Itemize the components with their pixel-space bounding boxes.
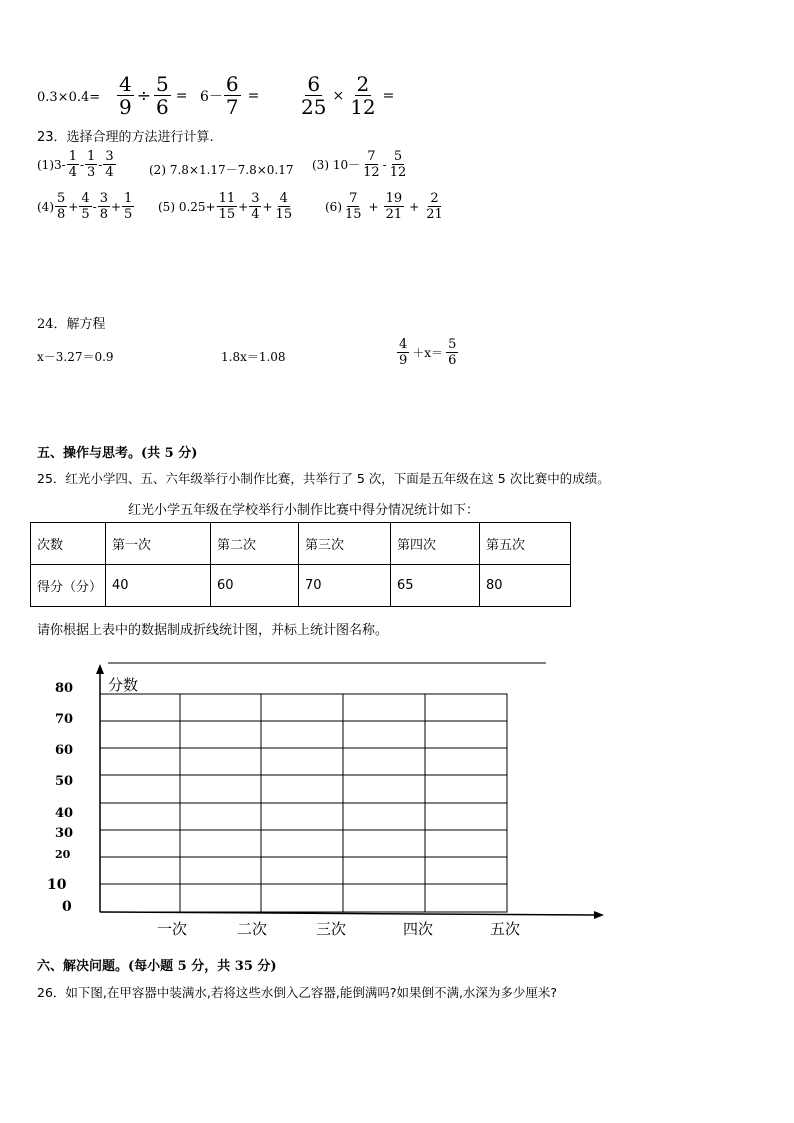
x-tick-label: 五次	[490, 920, 521, 938]
line-chart-grid	[0, 650, 620, 930]
q24-eq-1: x－3.27＝0.9	[37, 350, 114, 364]
fraction: $\frac{2}{12}$	[350, 72, 376, 119]
y-tick-label: 40	[55, 806, 74, 821]
calc-row-1	[37, 80, 100, 114]
y-tick-label: 20	[55, 848, 71, 861]
q24-title: 24．解方程	[37, 317, 106, 332]
q23-expr-2: (2) 7.8×1.17－7.8×0.17	[149, 163, 294, 177]
table-title: 红光小学五年级在学校举行小制作比赛中得分情况统计如下：	[128, 503, 480, 518]
y-tick-label: 30	[55, 826, 74, 841]
q26-text: 26．如下图,在甲容器中装满水,若将这些水倒入乙容器,能倒满吗?如果倒不满,水深为多少厘米?	[37, 985, 558, 1000]
q24-eq-3: $\frac{4}{9}$ ＋x＝ $\frac{5}{6}$	[399, 337, 457, 368]
y-tick-label: 80	[55, 681, 74, 696]
section-6-heading: 六、解决问题。(每小题 5 分，共 35 分)	[37, 959, 277, 974]
y-tick-label: 10	[47, 877, 67, 893]
y-tick-label: 60	[55, 743, 74, 758]
y-axis-title: 分数	[108, 676, 139, 694]
q23-expr-4: (4) $\frac{5}{8}$ + $\frac{4}{5}$ - $\frac{3}{8}$ + $\frac{1}{5}$	[37, 191, 133, 222]
chart-instruction: 请你根据上表中的数据制成折线统计图，并标上统计图名称。	[37, 623, 389, 638]
x-tick-label: 四次	[403, 920, 434, 938]
q24-eq-2: 1.8x＝1.08	[221, 350, 286, 364]
q23-expr-5: (5) 0.25+ $\frac{11}{15}$ + $\frac{3}{4}$ + $\frac{4}{15}$	[158, 191, 293, 222]
score-table	[30, 522, 571, 607]
x-tick-label: 三次	[316, 920, 347, 938]
expr-frac-mul: $\frac{6}{25}$ × $\frac{2}{12}$ =	[301, 72, 395, 119]
q23-expr-3: (3) 10－ $\frac{7}{12}$ - $\frac{5}{12}$	[312, 149, 407, 180]
fraction: $\frac{6}{25}$	[301, 72, 327, 119]
expr-6-minus: 6－ $\frac{6}{7}$ =	[200, 72, 260, 119]
expr-0.3x0.4: 0.3×0.4=	[37, 89, 101, 105]
y-tick-label: 50	[55, 774, 74, 789]
table-header-row: 次数 第一次 第二次 第三次 第四次 第五次	[31, 523, 571, 565]
y-tick-label: 70	[55, 712, 74, 727]
section-5-heading: 五、操作与思考。(共 5 分)	[37, 446, 198, 461]
x-tick-label: 一次	[157, 920, 188, 938]
expr-frac-div: $\frac{4}{9}$ ÷ $\frac{5}{6}$ =	[119, 72, 188, 119]
fraction: $\frac{4}{9}$	[119, 72, 132, 119]
fraction: $\frac{5}{6}$	[155, 72, 169, 119]
q23-title: 23．选择合理的方法进行计算.	[37, 130, 214, 145]
q25-text: 25．红光小学四、五、六年级举行小制作比赛，共举行了 5 次，下面是五年级在这 5 次比赛中的成绩。	[37, 471, 610, 486]
q23-expr-6: (6) $\frac{7}{15}$ + $\frac{19}{21}$ + $\frac{2}{21}$	[325, 191, 443, 222]
y-tick-label: 0	[62, 899, 72, 915]
x-tick-label: 二次	[237, 920, 268, 938]
fraction: $\frac{6}{7}$	[225, 72, 239, 119]
q23-expr-1: (1)3- $\frac{1}{4}$ - $\frac{1}{3}$ - $\frac{3}{4}$	[37, 149, 114, 180]
table-row: 得分（分） 40 60 70 65 80	[31, 565, 571, 607]
